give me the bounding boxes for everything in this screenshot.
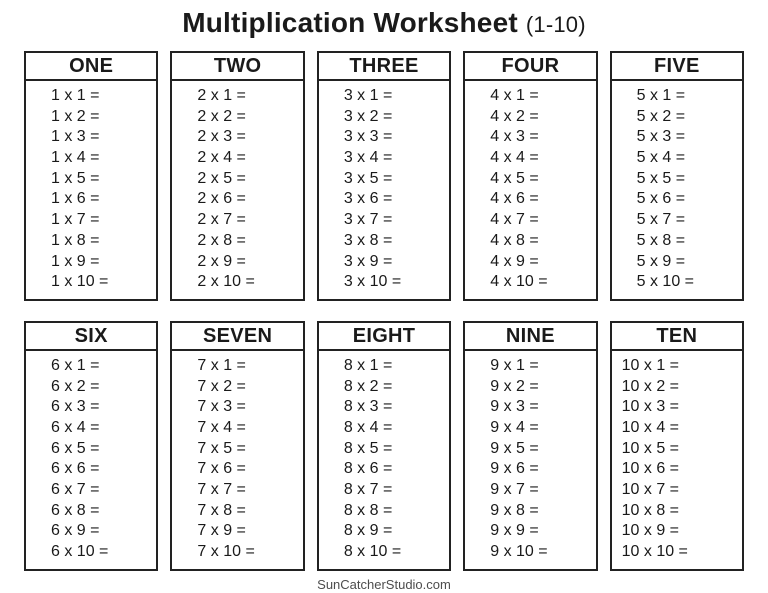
problem-row: 5 x 4 = — [636, 149, 686, 167]
problem-row: 10 x 7 = — [621, 481, 679, 498]
problem-row: 7 x 8 = — [197, 501, 246, 519]
table-body — [319, 81, 449, 299]
problem-row: 2 x 5 = — [197, 169, 246, 187]
problem-row: 9 x 3 = — [490, 398, 539, 416]
problem-row: 2 x 8 = — [197, 231, 246, 249]
problem-row: 1 x 7 = — [51, 211, 100, 229]
problem-row: 5 x 10 = — [636, 273, 694, 291]
problem-row: 5 x 7 = — [636, 211, 686, 229]
problem-row: 3 x 8 = — [343, 231, 393, 249]
problem-row: 9 x 7 = — [490, 481, 539, 498]
table-header: THREE — [319, 53, 449, 81]
problem-row: 7 x 10 = — [197, 543, 255, 561]
problem-row: 3 x 2 = — [343, 107, 393, 125]
problem-row: 1 x 6 = — [51, 190, 100, 208]
problem-row: 8 x 5 = — [343, 439, 393, 457]
problem-row: 10 x 1 = — [621, 356, 679, 374]
problem-row: 7 x 5 = — [197, 439, 246, 457]
problem-row: 5 x 9 = — [636, 252, 686, 270]
problem-row: 5 x 5 = — [636, 169, 686, 187]
problem-row: 9 x 2 = — [490, 377, 539, 395]
problem-row: 4 x 6 = — [490, 190, 539, 208]
problem-row: 3 x 10 = — [343, 273, 402, 291]
problem-row: 10 x 3 = — [621, 398, 679, 416]
problem-row: 8 x 4 = — [343, 418, 393, 436]
problem-row: 5 x 3 = — [636, 128, 686, 146]
problem-row: 8 x 7 = — [343, 481, 393, 498]
page-title-main: Multiplication Worksheet — [182, 7, 518, 38]
problem-row: 10 x 4 = — [621, 418, 679, 436]
table-body — [26, 81, 156, 299]
times-table-box — [170, 321, 304, 571]
problem-row: 6 x 1 = — [51, 356, 100, 374]
problem-row: 7 x 7 = — [197, 481, 246, 498]
table-header: FOUR — [465, 53, 595, 81]
times-table-box — [610, 321, 744, 571]
problem-row: 2 x 4 = — [197, 149, 246, 167]
problem-row: 9 x 5 = — [490, 439, 539, 457]
times-table-box — [24, 321, 158, 571]
problem-row: 1 x 2 = — [51, 107, 100, 125]
problem-row: 6 x 9 = — [51, 522, 100, 540]
problem-row: 8 x 2 = — [343, 377, 393, 395]
problem-row: 4 x 3 = — [490, 128, 539, 146]
problem-row: 3 x 7 = — [343, 211, 393, 229]
problem-row: 6 x 8 = — [51, 501, 100, 519]
table-header: FIVE — [612, 53, 742, 81]
problem-row: 3 x 3 = — [343, 128, 393, 146]
footer-credit: SunCatcherStudio.com — [317, 576, 451, 592]
problem-row: 10 x 9 = — [621, 522, 679, 540]
problem-row: 5 x 8 = — [636, 231, 686, 249]
problem-row: 6 x 5 = — [51, 439, 100, 457]
problem-row: 7 x 3 = — [197, 398, 246, 416]
problem-row: 9 x 9 = — [490, 522, 539, 540]
problem-row: 2 x 3 = — [197, 128, 246, 146]
problem-row: 6 x 6 = — [51, 460, 100, 478]
tables-row-1 — [24, 51, 744, 301]
table-body — [172, 351, 302, 569]
table-header: SEVEN — [172, 323, 302, 351]
table-body — [465, 81, 595, 299]
problem-row: 4 x 8 = — [490, 231, 539, 249]
problem-row: 4 x 2 = — [490, 107, 539, 125]
problem-row: 2 x 6 = — [197, 190, 246, 208]
problem-row: 1 x 1 = — [51, 87, 100, 104]
problem-row: 10 x 2 = — [621, 377, 679, 395]
problem-row: 1 x 10 = — [51, 273, 109, 291]
problem-row: 6 x 10 = — [51, 543, 109, 561]
problem-row: 7 x 2 = — [197, 377, 246, 395]
problem-row: 10 x 10 = — [621, 543, 688, 561]
tables-row-2 — [24, 321, 744, 571]
times-table-box — [317, 321, 451, 571]
problem-row: 4 x 9 = — [490, 252, 539, 270]
table-header: TWO — [172, 53, 302, 81]
problem-row: 10 x 8 = — [621, 501, 679, 519]
problem-row: 9 x 10 = — [490, 543, 548, 561]
problem-row: 4 x 5 = — [490, 169, 539, 187]
table-header: NINE — [465, 323, 595, 351]
problem-row: 10 x 5 = — [621, 439, 679, 457]
problem-row: 2 x 1 = — [197, 87, 246, 104]
problem-row: 8 x 1 = — [343, 356, 393, 374]
table-body — [26, 351, 156, 569]
problem-row: 2 x 7 = — [197, 211, 246, 229]
times-table-box — [24, 51, 158, 301]
table-body — [465, 351, 595, 569]
problem-row: 1 x 9 = — [51, 252, 100, 270]
problem-row: 6 x 2 = — [51, 377, 100, 395]
problem-row: 8 x 3 = — [343, 398, 393, 416]
times-table-box — [463, 51, 597, 301]
problem-row: 5 x 6 = — [636, 190, 686, 208]
table-header: SIX — [26, 323, 156, 351]
problem-row: 2 x 2 = — [197, 107, 246, 125]
problem-row: 10 x 6 = — [621, 460, 679, 478]
table-body — [612, 81, 742, 299]
table-body — [319, 351, 449, 569]
times-table-box — [170, 51, 304, 301]
times-table-box — [463, 321, 597, 571]
problem-row: 3 x 4 = — [343, 149, 393, 167]
problem-row: 7 x 9 = — [197, 522, 246, 540]
problem-row: 5 x 1 = — [636, 87, 686, 104]
problem-row: 8 x 10 = — [343, 543, 402, 561]
problem-row: 4 x 10 = — [490, 273, 548, 291]
times-table-box — [610, 51, 744, 301]
problem-row: 3 x 5 = — [343, 169, 393, 187]
problem-row: 7 x 1 = — [197, 356, 246, 374]
problem-row: 2 x 10 = — [197, 273, 255, 291]
problem-row: 8 x 8 = — [343, 501, 393, 519]
problem-row: 6 x 4 = — [51, 418, 100, 436]
problem-row: 1 x 3 = — [51, 128, 100, 146]
page-title — [24, 7, 744, 41]
table-body — [172, 81, 302, 299]
problem-row: 4 x 1 = — [490, 87, 539, 104]
problem-row: 8 x 9 = — [343, 522, 393, 540]
problem-row: 3 x 9 = — [343, 252, 393, 270]
problem-row: 3 x 6 = — [343, 190, 393, 208]
problem-row: 9 x 1 = — [490, 356, 539, 374]
problem-row: 2 x 9 = — [197, 252, 246, 270]
problem-row: 1 x 8 = — [51, 231, 100, 249]
problem-row: 9 x 4 = — [490, 418, 539, 436]
table-header: ONE — [26, 53, 156, 81]
problem-row: 4 x 4 = — [490, 149, 539, 167]
problem-row: 6 x 7 = — [51, 481, 100, 498]
table-body — [612, 351, 742, 569]
table-header: TEN — [612, 323, 742, 351]
problem-row: 6 x 3 = — [51, 398, 100, 416]
problem-row: 1 x 4 = — [51, 149, 100, 167]
problem-row: 1 x 5 = — [51, 169, 100, 187]
problem-row: 8 x 6 = — [343, 460, 393, 478]
problem-row: 4 x 7 = — [490, 211, 539, 229]
problem-row: 7 x 4 = — [197, 418, 246, 436]
problem-row: 9 x 6 = — [490, 460, 539, 478]
problem-row: 9 x 8 = — [490, 501, 539, 519]
problem-row: 3 x 1 = — [343, 87, 393, 104]
table-header: EIGHT — [319, 323, 449, 351]
page-title-range: (1-10) — [525, 12, 586, 37]
problem-row: 5 x 2 = — [636, 107, 686, 125]
times-table-box — [317, 51, 451, 301]
problem-row: 7 x 6 = — [197, 460, 246, 478]
